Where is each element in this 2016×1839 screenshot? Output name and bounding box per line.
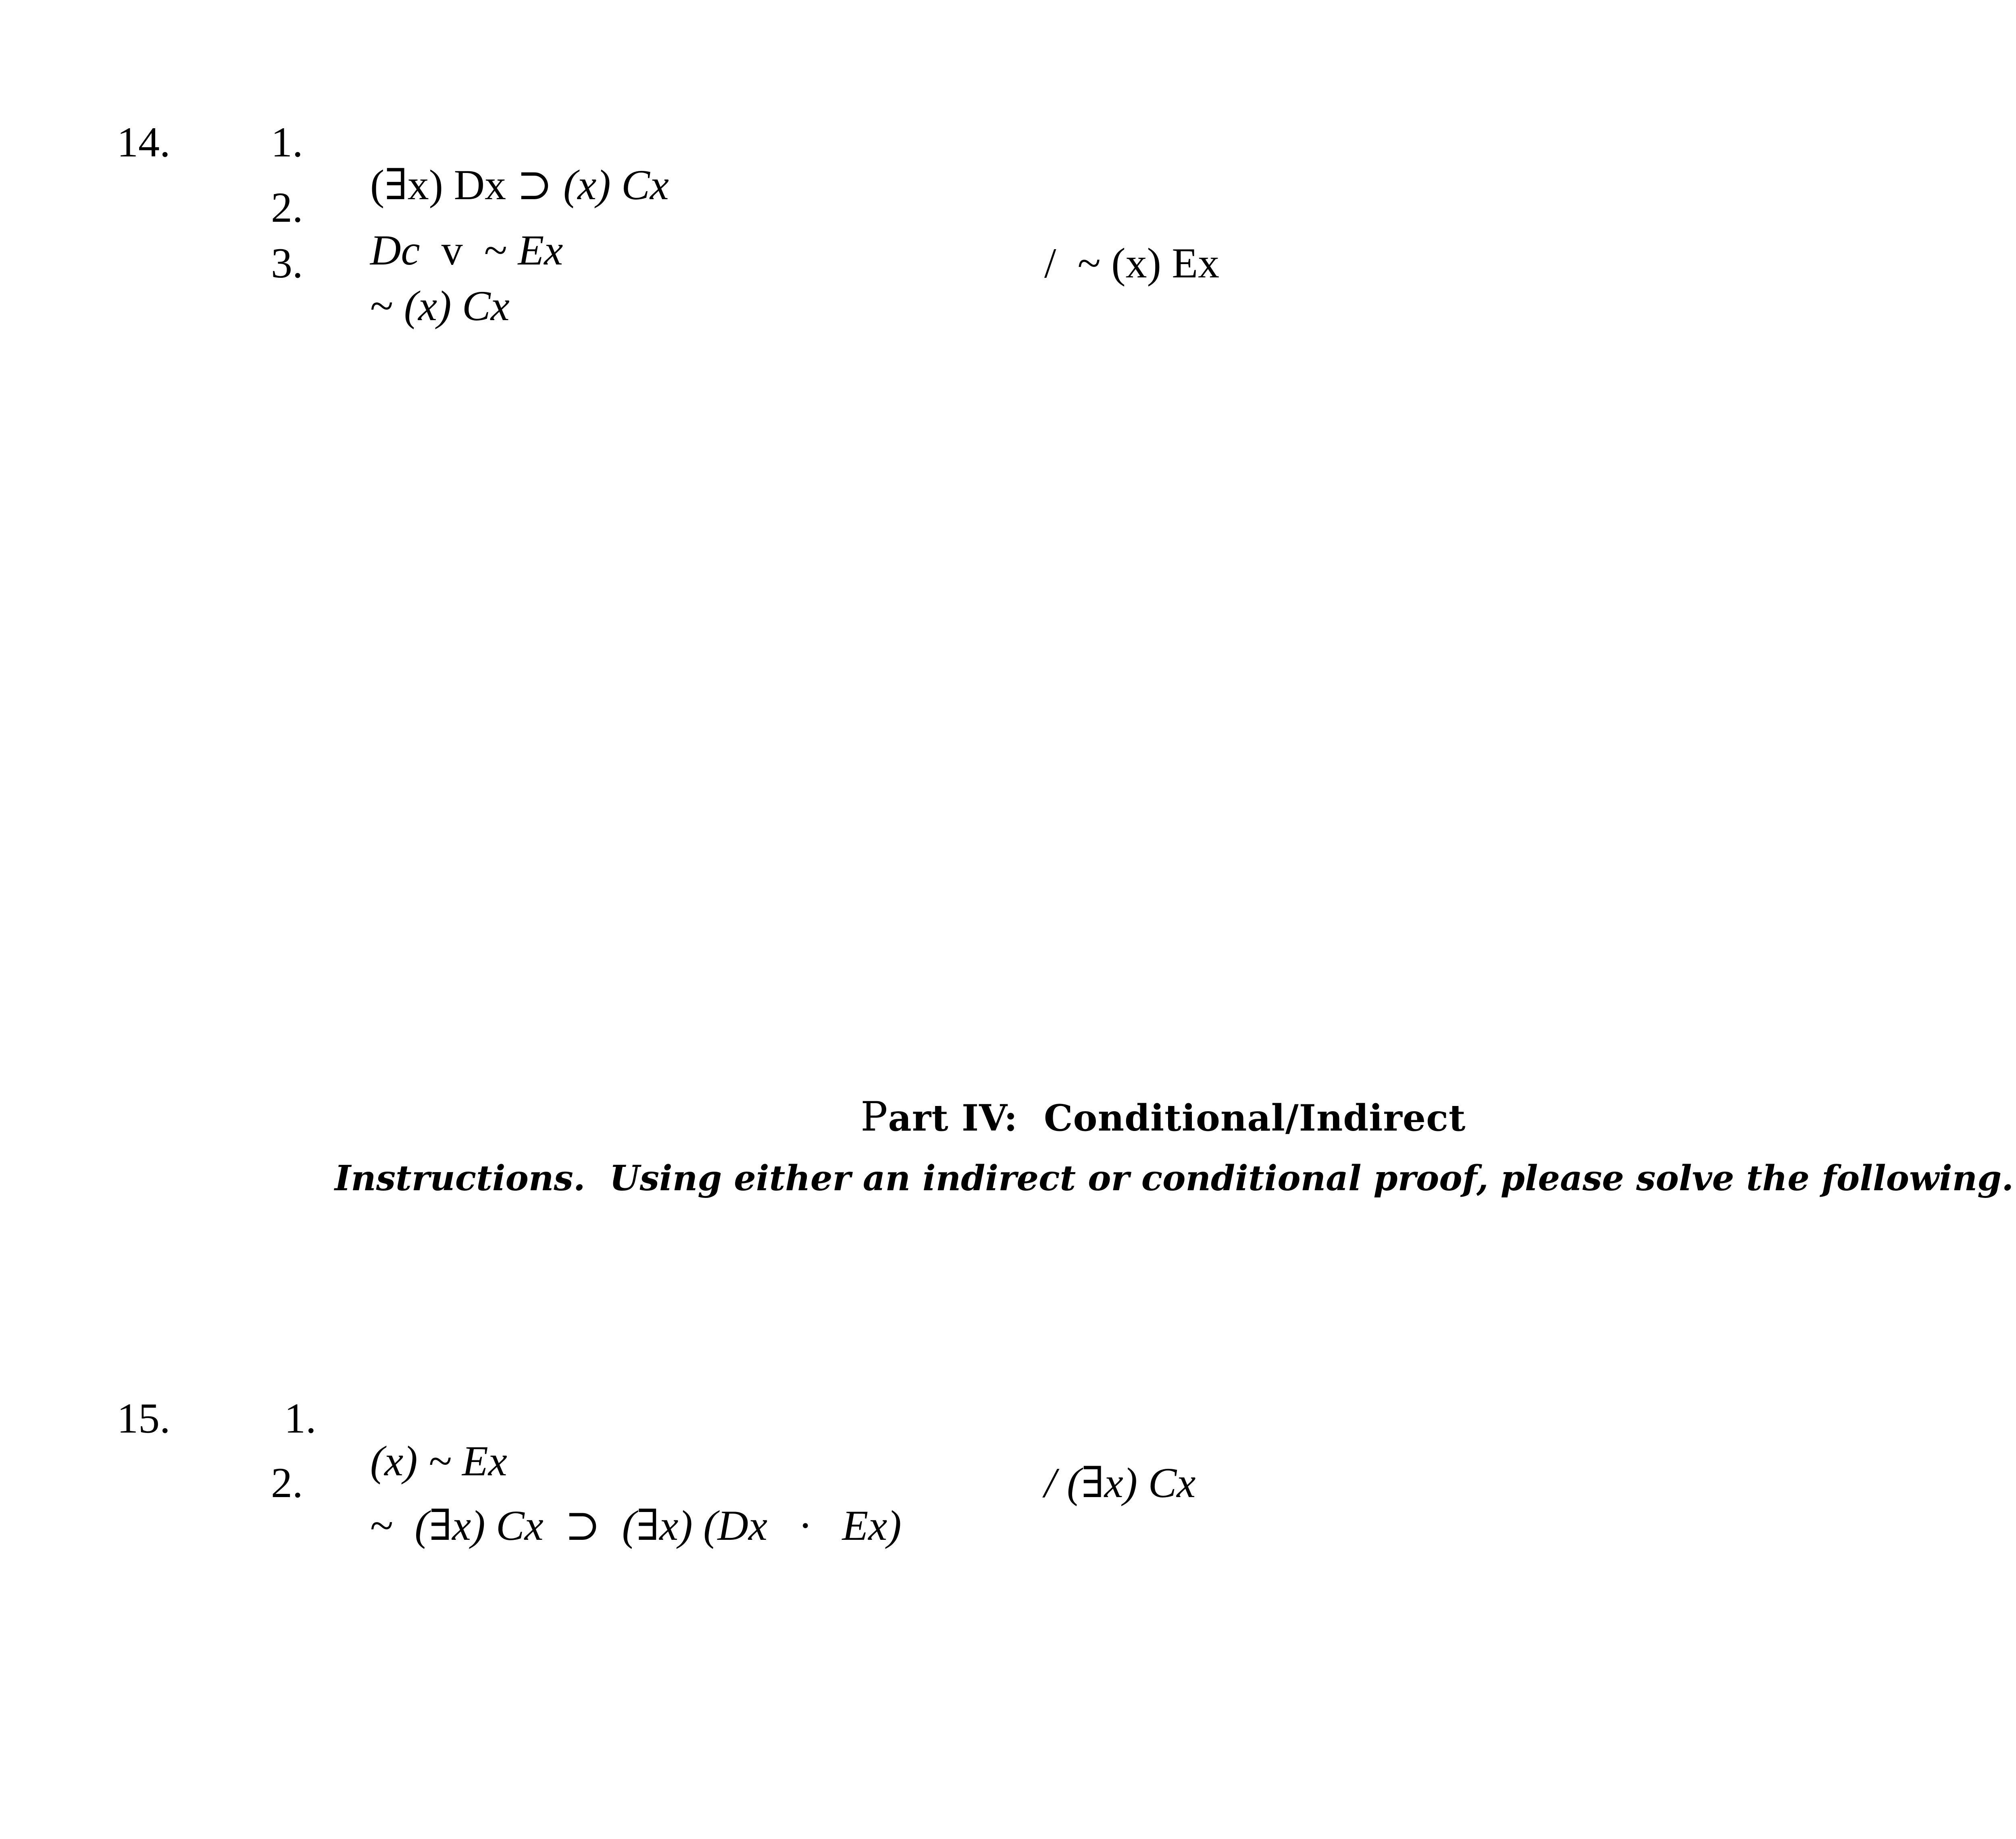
formula-part: ⊃ xyxy=(543,1502,622,1549)
problem-15-conclusion: / (∃x) Cx xyxy=(1044,1459,1196,1506)
problem-15-number: 15. xyxy=(117,1395,171,1442)
formula-part: (x) Cx xyxy=(404,282,510,329)
part-heading-rest: art IV: Conditional/Indirect xyxy=(888,1097,1466,1139)
formula-part: Dc xyxy=(370,227,420,274)
problem-14-line-1-number: 1. xyxy=(271,119,303,166)
problem-15-line-2-number: 2. xyxy=(271,1459,303,1506)
formula-part: (∃x) (Dx · Ex) xyxy=(622,1502,902,1549)
problem-14-conclusion: / ~ (x) Ex xyxy=(1044,240,1220,287)
formula-part: (∃x) Dx ⊃ xyxy=(370,161,563,208)
formula-part: ~ xyxy=(370,1502,415,1549)
formula-part: ~ xyxy=(370,282,404,329)
part-heading xyxy=(837,1060,1466,1140)
problem-14-line-2-number: 2. xyxy=(271,184,303,231)
formula-part: Ex xyxy=(518,227,563,274)
formula-part: (x) ~ Ex xyxy=(370,1437,507,1485)
formula-part: (∃x) Cx xyxy=(414,1502,544,1549)
instructions: Instructions. Using either an indirect or conditional proof, please solve the following. xyxy=(335,1158,2014,1199)
problem-14-line-3-number: 3. xyxy=(271,240,303,287)
formula-part: (x) Cx xyxy=(563,161,669,208)
formula-part: v ~ xyxy=(420,227,518,274)
problem-15-line-1-number: 1. xyxy=(284,1395,317,1442)
problem-14-number: 14. xyxy=(117,119,171,166)
part-heading-initial: P xyxy=(860,1093,888,1140)
problem-14-line-3-formula xyxy=(349,242,510,327)
problem-15-line-2-formula xyxy=(349,1462,902,1547)
